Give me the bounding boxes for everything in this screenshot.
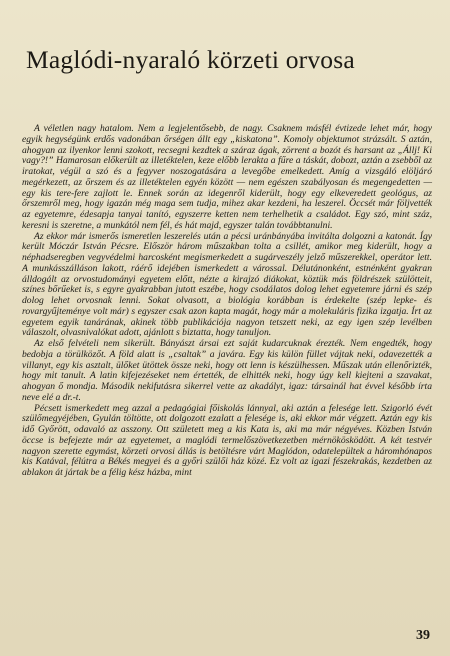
paragraph-4: Pécsett ismerkedett meg azzal a pedagógiai főiskolás lánnyal, aki aztán a felesége lett. Szigorló évét szülőmegyéjében, Gyulán töltötte, ott dolgozott ezalatt a felesége is, aki ekkor már végzett. Aztán egy kis idő Győrött, odavaló az asszony. Ott született meg a kis Kata is, aki ma már négyéves. Közben István öccse is befejezte már az egyetemet, a maglódi termelőszövetkezetben mérnökösködött. A két testvér nagyon szerette egymást, körzeti orvosi állás is betöltésre várt Maglódon, odatelepültek a háromhónapos kis Katával, félútra a Békés megyei és a győri szülői ház közé. Ez volt az igazi fészekrakás, kezdetben az ablakon át jártak be a félig kész házba, mint [22,402,432,478]
paragraph-2: Az ekkor már ismerős ismeretlen leszerelés után a pécsi uránbányába invitálta dolgozni a katonát. Így került Móczár István Pécsre. Először három műszakban tolta a csillét, amikor meg kiderült, hogy a néphadseregben vegyvédelmi harcosként megismerkedett a sugárveszély jelző műszerekkel, operátor lett. A munkásszálláson lakott, ráérő idejében ismerkedett a várossal. Délutánonként, estnénként gyakran álldogált az orvostudományi egyetem előtt, nézte a kirajzó diákokat, köztük más földrészek szülötteit, színes bőrűeket is, s egyre gyakrabban jutott eszébe, hogy csodálatos dolog lehet egyetemre járni és szép dolog lehet orvosnak lenni. Sokat olvasott, a biológia korábban is érdekelte (szép lepke- és rovargyűjteménye volt már) s egyszer csak azon kapta magát, hogy már a molekuláris fizika izgatja. Írt az egyetem egyik tanárának, akinek több publikációja nagyon tetszett neki, az egy igen szép levélben válaszolt, olvasnivalókat adott, ajánlott s biztatta, hogy tanuljon. [22,230,432,339]
paragraph-1: A véletlen nagy hatalom. Nem a legjelentősebb, de nagy. Csaknem másfél évtizede lehet már, hogy egyik hegységünk erdős vadonában őrségen állt egy „kiskatona”. Komoly objektumot strázsált. S aztán, ahogyan az ilyenkor lenni szokott, recsegni kezdtek a száraz ágak, zörrent a bozót és harsant az „Állj! Ki vagy?!” Hamarosan előkerült az illetéktelen, keze előbb lerakta a fűre a táskát, dobozt, aztán a zsebből az iratokat, végül a szó és a fegyver noszogatására a levegőbe emelkedett. Amíg a vizsgáló elöljáró megérkezett, az őrszem és az illetéktelen egyén között — nem egészen szabályosan és megengedetten — egy kis tere-fere zajlott le. Ennek során az idegenről kiderült, hogy egy elkeveredett geológus, az őrszemről meg, hogy igazán még maga sem tudja, mihez akar kezdeni, ha leszerel. Öccsét már följvették az egyetemre, édesapja tanyai tanító, egyszerre ketten nem terhelhetik a családot. Egy szó, mint száz, keresni is szeretne, a munkától nem fél, és hát majd, egyszer talán továbbtanulni. [22,123,432,231]
paragraph-3: Az első felvételi nem sikerült. Bányászt ársai ezt saját kudarcuknak érezték. Nem engedték, hogy bedobja a törülközőt. A föld alatt is „csaltak” a javára. Egy kis külön füllet vájtak neki, odavezették a villanyt, egy kis asztalt, ülőket ütöttek össze neki, hogy ott lenn is készülhessen. Műszak után ellenőrizték, hogy mit tanult. A latin kifejezéseket nem értették, de elhitték neki, hogy úgy kell kiejteni a szavakat, ahogyan ő mondja. Második nekifutásra sikerrel vette az akadályt, igaz: társainál hat évvel később írta neve elé a dr.-t. [22,338,432,403]
article-body [22,124,432,479]
page-number: 39 [416,628,430,643]
article-title: Maglódi-nyaraló körzeti orvosa [26,45,355,74]
